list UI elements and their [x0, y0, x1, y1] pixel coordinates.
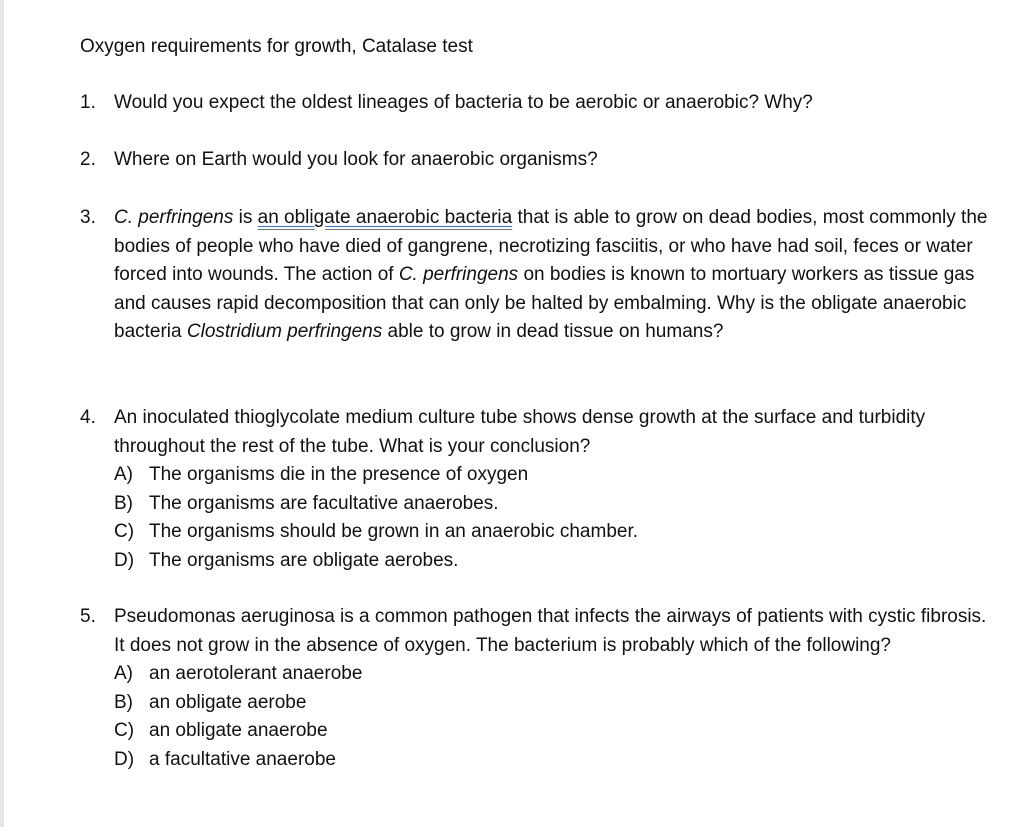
answer-option [114, 689, 995, 718]
question-4 [80, 404, 995, 576]
text-run: is [233, 207, 258, 228]
answer-option [114, 746, 995, 775]
answer-option [114, 490, 995, 519]
page-title: Oxygen requirements for growth, Catalase test [80, 36, 473, 57]
question-text [114, 204, 995, 347]
option-text: The organisms are facultative anaerobes. [149, 492, 499, 514]
option-letter: C) [114, 720, 135, 742]
answer-option [114, 518, 995, 547]
question-text: An inoculated thioglycolate medium culture tube shows dense growth at the surface and turbidity throughout the rest of the tube. What is your conclusion? [114, 407, 926, 457]
option-letter: B) [114, 691, 133, 713]
organism-name: C. perfringens [398, 264, 519, 286]
grammar-underline: an obligate anaerobic bacteria [257, 207, 513, 228]
question-number: 3. [80, 207, 96, 228]
question-number: 1. [80, 92, 96, 113]
text-run: on bodies is known to mortuary workers as tissue gas and causes rapid decomposition that can only be halted by embalming. Why is the obligate anaerobic bacteria [114, 264, 975, 343]
organism-name: Clostridium perfringens [186, 321, 383, 343]
question-1 [80, 89, 1000, 118]
answer-option [114, 461, 995, 490]
option-text: an obligate anaerobe [149, 720, 328, 742]
question-number: 4. [80, 407, 96, 428]
option-letter: B) [114, 492, 133, 514]
answer-option [114, 717, 995, 746]
organism-name: C. perfringens [114, 207, 234, 228]
option-text: an obligate aerobe [149, 691, 307, 713]
option-text: The organisms should be grown in an anaerobic chamber. [149, 521, 639, 543]
question-text: Pseudomonas aeruginosa is a common pathogen that infects the airways of patients with cystic fibrosis. It does not grow in the absence of oxygen. The bacterium is probably which of the following? [114, 606, 987, 656]
option-letter: D) [114, 549, 135, 571]
option-letter: A) [114, 663, 133, 685]
answer-option [114, 660, 995, 689]
question-2 [80, 146, 1000, 175]
question-5 [80, 603, 995, 775]
answer-option [114, 547, 995, 576]
text-run: that is able to grow on dead bodies, most commonly the bodies of people who have died of gangrene, necrotizing fasciitis, or who have had soil, feces or water forced into wounds. The action of [114, 207, 988, 286]
option-text: an aerotolerant anaerobe [149, 663, 363, 685]
option-text: The organisms are obligate aerobes. [149, 549, 459, 571]
question-number: 5. [80, 606, 96, 627]
text-run: able to grow in dead tissue on humans? [382, 321, 724, 343]
option-letter: C) [114, 521, 135, 543]
page-edge [0, 0, 4, 827]
option-letter: D) [114, 748, 135, 770]
question-3 [80, 204, 995, 347]
question-text: Would you expect the oldest lineages of bacteria to be aerobic or anaerobic? Why? [114, 92, 813, 113]
option-text: a facultative anaerobe [149, 748, 336, 770]
question-text: Where on Earth would you look for anaerobic organisms? [114, 149, 598, 170]
option-letter: A) [114, 464, 133, 486]
option-text: The organisms die in the presence of oxygen [149, 464, 529, 486]
question-number: 2. [80, 149, 96, 170]
